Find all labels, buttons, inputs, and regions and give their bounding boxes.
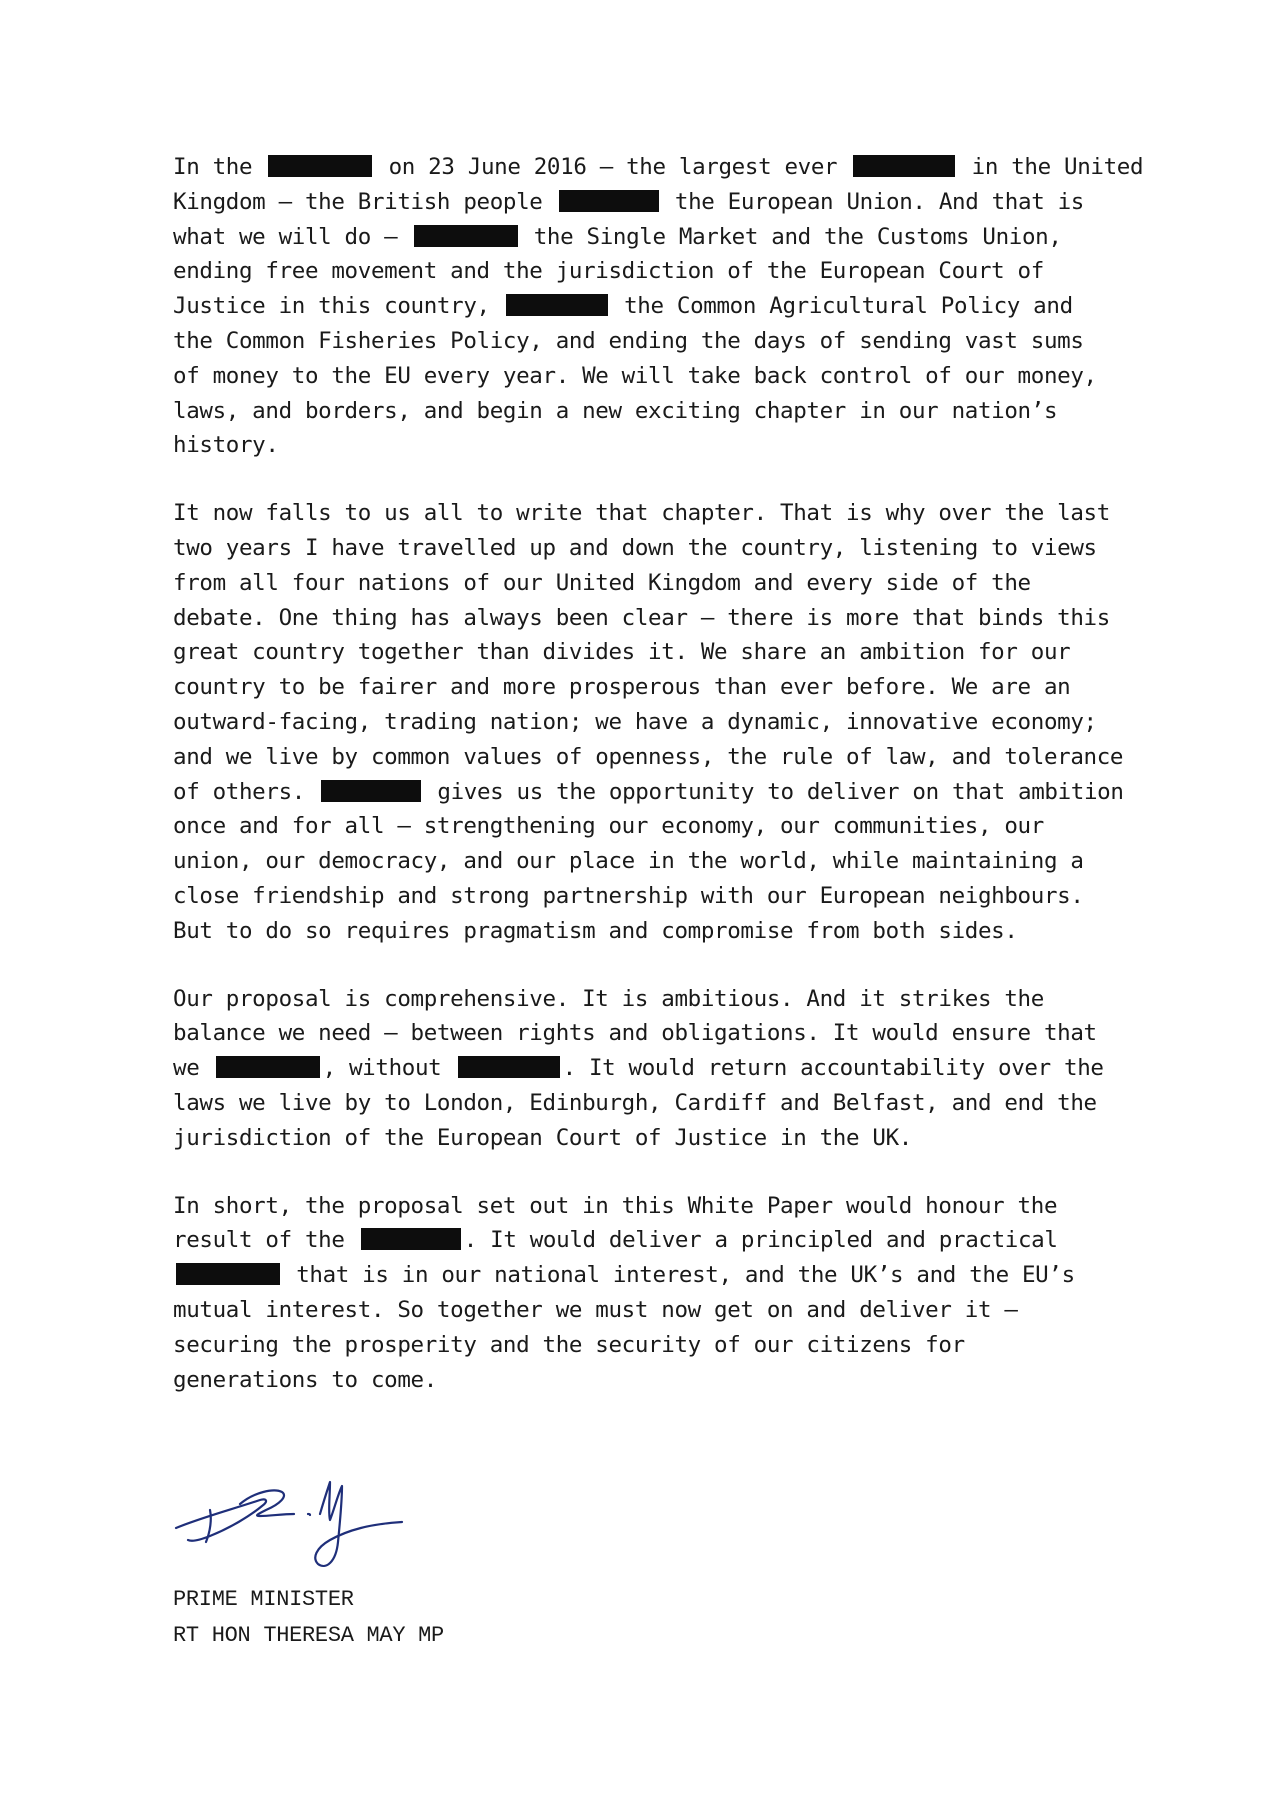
text-segment: the Common Agricultural Policy and xyxy=(610,293,1073,320)
text-segment: debate. One thing has always been clear – there is more that binds this xyxy=(173,604,1110,631)
text-line xyxy=(173,289,1173,324)
paragraph xyxy=(173,1189,1173,1398)
text-segment: we xyxy=(173,1055,213,1082)
text-segment: the European Union. And that is xyxy=(661,188,1084,215)
redaction-bar xyxy=(216,1056,320,1078)
text-segment: great country together than divides it. We share an ambition for our xyxy=(173,639,1071,666)
redaction-bar xyxy=(506,294,608,316)
text-line xyxy=(173,914,1173,949)
text-segment: generations to come. xyxy=(173,1366,437,1393)
text-line xyxy=(173,879,1173,914)
text-segment: laws, and borders, and begin a new exciting chapter in our nation’s xyxy=(173,397,1058,424)
text-line xyxy=(173,185,1173,220)
paragraph xyxy=(173,496,1173,948)
redaction-bar xyxy=(458,1056,560,1078)
text-line xyxy=(173,1293,1173,1328)
text-segment: two years I have travelled up and down the country, listening to views xyxy=(173,534,1097,561)
text-line xyxy=(173,670,1173,705)
text-line xyxy=(173,1016,1173,1051)
paragraph xyxy=(173,150,1173,463)
text-segment: what we will do – xyxy=(173,223,411,250)
text-segment: But to do so requires pragmatism and compromise from both sides. xyxy=(173,917,1018,944)
text-line xyxy=(173,601,1173,636)
text-line xyxy=(173,566,1173,601)
text-line xyxy=(173,220,1173,255)
text-segment: balance we need – between rights and obligations. It would ensure that xyxy=(173,1020,1097,1047)
text-line xyxy=(173,740,1173,775)
text-line xyxy=(173,531,1173,566)
text-line xyxy=(173,1189,1173,1224)
text-segment: result of the xyxy=(173,1227,358,1254)
text-segment: that is in our national interest, and the UK’s and the EU’s xyxy=(283,1262,1075,1289)
text-segment: of money to the EU every year. We will take back control of our money, xyxy=(173,362,1097,389)
redaction-bar xyxy=(853,155,955,177)
text-line xyxy=(173,150,1173,185)
text-segment: . It would return accountability over the xyxy=(562,1055,1104,1082)
redaction-bar xyxy=(414,225,518,247)
text-segment: from all four nations of our United Kingdom and every side of the xyxy=(173,569,1031,596)
text-segment: once and for all – strengthening our economy, our communities, our xyxy=(173,813,1044,840)
text-line xyxy=(173,705,1173,740)
text-line xyxy=(173,1258,1173,1293)
text-segment: In the xyxy=(173,154,266,180)
text-segment: close friendship and strong partnership with our European neighbours. xyxy=(173,882,1084,909)
text-segment: Justice in this country, xyxy=(173,293,503,320)
text-segment: ending free movement and the jurisdiction of the European Court of xyxy=(173,258,1044,285)
text-segment: on 23 June 2016 – the largest ever xyxy=(375,154,851,180)
signature-image xyxy=(170,1470,450,1580)
text-segment: gives us the opportunity to deliver on that ambition xyxy=(424,778,1124,805)
redaction-bar xyxy=(321,780,421,802)
redaction-bar xyxy=(176,1263,280,1285)
text-line xyxy=(173,324,1173,359)
text-segment: Kingdom – the British people xyxy=(173,188,556,215)
paragraph xyxy=(173,982,1173,1156)
text-segment: jurisdiction of the European Court of Justice in the UK. xyxy=(173,1124,912,1151)
text-segment: the Single Market and the Customs Union, xyxy=(520,223,1062,250)
text-line xyxy=(173,359,1173,394)
text-segment: In short, the proposal set out in this White Paper would honour the xyxy=(173,1192,1058,1219)
text-segment: mutual interest. So together we must now get on and deliver it – xyxy=(173,1296,1018,1323)
text-segment: laws we live by to London, Edinburgh, Cardiff and Belfast, and end the xyxy=(173,1089,1097,1116)
text-line xyxy=(173,496,1173,531)
redaction-bar xyxy=(268,155,372,177)
text-line xyxy=(173,1363,1173,1398)
text-line xyxy=(173,1051,1173,1086)
text-segment: of others. xyxy=(173,778,319,805)
signoff-name: RT HON THERESA MAY MP xyxy=(173,1623,444,1648)
text-segment: and we live by common values of openness, the rule of law, and tolerance xyxy=(173,743,1124,770)
text-line xyxy=(173,394,1173,429)
text-segment: in the United xyxy=(958,154,1144,180)
text-segment: Our proposal is comprehensive. It is ambitious. And it strikes the xyxy=(173,985,1044,1012)
signoff-title: PRIME MINISTER xyxy=(173,1587,354,1612)
text-segment: union, our democracy, and our place in the world, while maintaining a xyxy=(173,848,1084,875)
text-segment: outward-facing, trading nation; we have a dynamic, innovative economy; xyxy=(173,708,1097,735)
redaction-bar xyxy=(559,190,659,212)
text-line xyxy=(173,1223,1173,1258)
text-segment: the Common Fisheries Policy, and ending the days of sending vast sums xyxy=(173,327,1084,354)
redaction-bar xyxy=(361,1228,461,1250)
text-segment: history. xyxy=(173,432,279,459)
text-line xyxy=(173,844,1173,879)
text-line xyxy=(173,1121,1173,1156)
text-segment: . It would deliver a principled and practical xyxy=(463,1227,1058,1254)
text-line xyxy=(173,254,1173,289)
text-line xyxy=(173,428,1173,463)
text-line xyxy=(173,635,1173,670)
text-line xyxy=(173,809,1173,844)
text-segment: It now falls to us all to write that chapter. That is why over the last xyxy=(173,500,1110,527)
text-line xyxy=(173,1086,1173,1121)
text-segment: securing the prosperity and the security of our citizens for xyxy=(173,1331,965,1358)
letter-body xyxy=(173,150,1173,1430)
text-line xyxy=(173,1328,1173,1363)
text-segment: , without xyxy=(322,1055,455,1082)
signoff-block xyxy=(173,1582,444,1654)
text-line xyxy=(173,775,1173,810)
text-segment: country to be fairer and more prosperous than ever before. We are an xyxy=(173,674,1071,701)
text-line xyxy=(173,982,1173,1017)
